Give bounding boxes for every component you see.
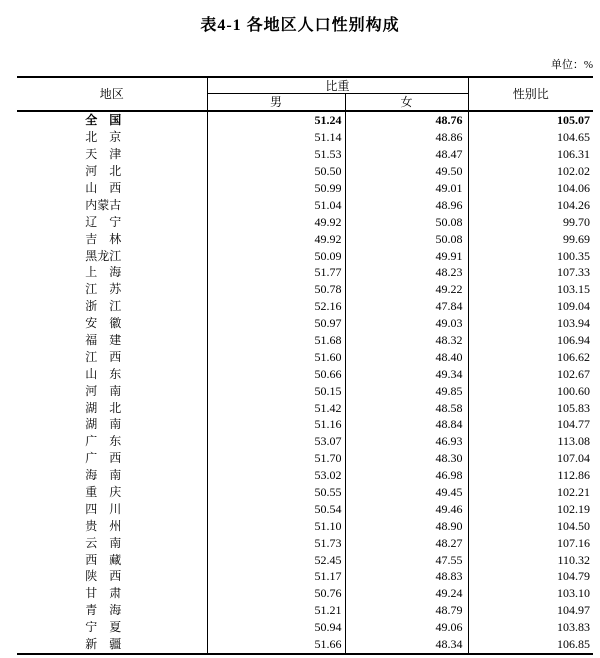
table-title: 表4-1 各地区人口性别构成: [200, 17, 400, 34]
female-percent-cell: 49.45: [345, 484, 468, 501]
table-row: [17, 365, 593, 382]
male-percent-cell: 51.17: [207, 568, 345, 585]
sex-ratio-cell: 100.35: [557, 248, 591, 263]
region-cell: 广 东: [17, 433, 207, 450]
population-sex-composition-table: [17, 76, 593, 655]
sex-ratio-cell: 99.69: [563, 231, 591, 246]
table-row: [17, 619, 593, 636]
female-percent-cell: 48.47: [345, 146, 468, 163]
table-row: [17, 382, 593, 399]
female-percent-cell: 48.86: [345, 129, 468, 146]
male-percent-cell: 51.53: [207, 146, 345, 163]
female-percent-cell: 49.06: [345, 619, 468, 636]
sex-ratio-cell: 103.83: [557, 620, 591, 635]
male-percent-cell: 52.45: [207, 551, 345, 568]
table-row: [17, 213, 593, 230]
female-percent-cell: 48.83: [345, 568, 468, 585]
region-cell: 重 庆: [17, 484, 207, 501]
region-cell: 云 南: [17, 534, 207, 551]
table-row: [17, 111, 593, 129]
table-row: [17, 129, 593, 146]
sex-ratio-cell: 110.32: [557, 552, 591, 567]
female-percent-cell: 46.93: [345, 433, 468, 450]
region-cell: 甘 肃: [17, 585, 207, 602]
table-row: [17, 602, 593, 619]
female-percent-cell: 50.08: [345, 213, 468, 230]
sex-ratio-cell: 102.19: [557, 501, 591, 516]
table-body: [17, 111, 593, 654]
male-percent-cell: 52.16: [207, 298, 345, 315]
region-cell: 山 东: [17, 365, 207, 382]
female-percent-cell: 49.85: [345, 382, 468, 399]
sex-ratio-cell: 109.04: [557, 299, 591, 314]
female-percent-cell: 49.22: [345, 281, 468, 298]
female-percent-cell: 48.40: [345, 348, 468, 365]
female-column-header: 女: [345, 94, 468, 112]
male-percent-cell: 50.97: [207, 315, 345, 332]
male-percent-cell: 51.73: [207, 534, 345, 551]
male-percent-cell: 49.92: [207, 230, 345, 247]
female-percent-cell: 48.34: [345, 636, 468, 654]
female-percent-cell: 47.84: [345, 298, 468, 315]
female-percent-cell: 48.23: [345, 264, 468, 281]
sex-ratio-cell: 104.97: [557, 603, 591, 618]
sex-ratio-cell: 106.62: [557, 349, 591, 364]
table-row: [17, 585, 593, 602]
region-cell: 浙 江: [17, 298, 207, 315]
region-cell: 广 西: [17, 450, 207, 467]
male-percent-cell: 50.54: [207, 500, 345, 517]
male-percent-cell: 53.07: [207, 433, 345, 450]
sex-ratio-cell: 102.67: [557, 366, 591, 381]
table-row: [17, 230, 593, 247]
table-row: [17, 196, 593, 213]
female-percent-cell: 46.98: [345, 467, 468, 484]
sex-ratio-column-header: 性别比: [468, 77, 593, 111]
female-percent-cell: 48.96: [345, 196, 468, 213]
male-percent-cell: 50.99: [207, 180, 345, 197]
region-cell: 吉 林: [17, 230, 207, 247]
region-cell: 安 徽: [17, 315, 207, 332]
table-row: [17, 264, 593, 281]
female-percent-cell: 48.79: [345, 602, 468, 619]
sex-ratio-cell: 104.06: [557, 181, 591, 195]
female-percent-cell: 49.50: [345, 163, 468, 180]
female-percent-cell: 48.58: [345, 399, 468, 416]
table-row: [17, 247, 593, 264]
sex-ratio-cell: 102.21: [557, 485, 591, 500]
male-percent-cell: 51.14: [207, 129, 345, 146]
region-cell: 贵 州: [17, 517, 207, 534]
male-percent-cell: 50.94: [207, 619, 345, 636]
region-cell: 福 建: [17, 332, 207, 349]
sex-ratio-cell: 103.15: [557, 282, 591, 297]
male-percent-cell: 50.09: [207, 247, 345, 264]
female-percent-cell: 49.34: [345, 365, 468, 382]
region-cell: 河 北: [17, 163, 207, 180]
male-percent-cell: 50.55: [207, 484, 345, 501]
table-row: [17, 180, 593, 197]
female-percent-cell: 49.46: [345, 500, 468, 517]
female-percent-cell: 49.03: [345, 315, 468, 332]
sex-ratio-cell: 104.65: [557, 130, 591, 145]
male-percent-cell: 51.70: [207, 450, 345, 467]
male-percent-cell: 50.50: [207, 163, 345, 180]
female-percent-cell: 47.55: [345, 551, 468, 568]
male-percent-cell: 50.66: [207, 365, 345, 382]
male-percent-cell: 50.15: [207, 382, 345, 399]
region-cell: 江 西: [17, 348, 207, 365]
region-cell: 湖 南: [17, 416, 207, 433]
table-row: [17, 517, 593, 534]
sex-ratio-cell: 112.86: [557, 468, 591, 483]
sex-ratio-cell: 107.16: [557, 535, 591, 550]
male-percent-cell: 51.10: [207, 517, 345, 534]
region-cell: 辽 宁: [17, 213, 207, 230]
proportion-group-header: 比重: [207, 77, 468, 94]
female-percent-cell: 49.91: [345, 247, 468, 264]
male-percent-cell: 51.42: [207, 399, 345, 416]
table-row: [17, 551, 593, 568]
region-cell: 宁 夏: [17, 619, 207, 636]
table-row: [17, 534, 593, 551]
sex-ratio-cell: 113.08: [557, 434, 591, 449]
region-cell: 全 国: [17, 111, 207, 129]
unit-label: 单位：%: [550, 59, 593, 71]
sex-ratio-cell: 107.33: [557, 265, 591, 280]
sex-ratio-cell: 106.94: [557, 333, 591, 348]
male-column-header: 男: [207, 94, 345, 112]
region-cell: 陕 西: [17, 568, 207, 585]
sex-ratio-cell: 99.70: [563, 214, 591, 229]
table-row: [17, 484, 593, 501]
sex-ratio-cell: 102.02: [557, 164, 591, 179]
female-percent-cell: 48.84: [345, 416, 468, 433]
male-percent-cell: 51.16: [207, 416, 345, 433]
female-percent-cell: 48.32: [345, 332, 468, 349]
male-percent-cell: 51.66: [207, 636, 345, 654]
male-percent-cell: 51.04: [207, 196, 345, 213]
region-cell: 新 疆: [17, 636, 207, 654]
sex-ratio-cell: 104.50: [557, 518, 591, 533]
sex-ratio-cell: 100.60: [557, 383, 591, 398]
region-cell: 海 南: [17, 467, 207, 484]
male-percent-cell: 53.02: [207, 467, 345, 484]
sex-ratio-cell: 104.26: [557, 197, 591, 212]
female-percent-cell: 48.30: [345, 450, 468, 467]
region-cell: 上 海: [17, 264, 207, 281]
table-row: [17, 399, 593, 416]
table-row: [17, 416, 593, 433]
region-cell: 河 南: [17, 382, 207, 399]
female-percent-cell: 48.76: [345, 111, 468, 129]
table-row: [17, 467, 593, 484]
sex-ratio-cell: 105.83: [557, 400, 591, 415]
sex-ratio-cell: 103.10: [557, 586, 591, 601]
region-cell: 内蒙古: [17, 196, 207, 213]
region-cell: 四 川: [17, 500, 207, 517]
sex-ratio-cell: 105.07: [557, 113, 591, 128]
sex-ratio-cell: 103.94: [557, 316, 591, 331]
table-row: [17, 348, 593, 365]
sex-ratio-cell: 107.04: [557, 451, 591, 466]
table-row: [17, 450, 593, 467]
male-percent-cell: 49.92: [207, 213, 345, 230]
region-cell: 江 苏: [17, 281, 207, 298]
female-percent-cell: 48.90: [345, 517, 468, 534]
table-row: [17, 315, 593, 332]
table-row: [17, 500, 593, 517]
female-percent-cell: 50.08: [345, 230, 468, 247]
table-row: [17, 433, 593, 450]
region-cell: 湖 北: [17, 399, 207, 416]
male-percent-cell: 50.76: [207, 585, 345, 602]
sex-ratio-cell: 106.85: [557, 637, 591, 652]
table-row: [17, 163, 593, 180]
table-row: [17, 281, 593, 298]
sex-ratio-cell: 106.31: [557, 147, 591, 162]
table-row: [17, 146, 593, 163]
male-percent-cell: 51.77: [207, 264, 345, 281]
region-cell: 青 海: [17, 602, 207, 619]
table-row: [17, 332, 593, 349]
male-percent-cell: 50.78: [207, 281, 345, 298]
female-percent-cell: 48.27: [345, 534, 468, 551]
male-percent-cell: 51.24: [207, 111, 345, 129]
female-percent-cell: 49.01: [345, 180, 468, 197]
region-cell: 西 藏: [17, 551, 207, 568]
table-row: [17, 298, 593, 315]
sex-ratio-cell: 104.79: [557, 569, 591, 584]
region-column-header: 地区: [17, 77, 207, 111]
region-cell: 天 津: [17, 146, 207, 163]
male-percent-cell: 51.21: [207, 602, 345, 619]
female-percent-cell: 49.24: [345, 585, 468, 602]
male-percent-cell: 51.60: [207, 348, 345, 365]
sex-ratio-cell: 104.77: [557, 417, 591, 432]
male-percent-cell: 51.68: [207, 332, 345, 349]
table-row: [17, 568, 593, 585]
region-cell: 北 京: [17, 129, 207, 146]
table-row: [17, 636, 593, 654]
region-cell: 山 西: [17, 180, 207, 197]
region-cell: 黑龙江: [17, 247, 207, 264]
